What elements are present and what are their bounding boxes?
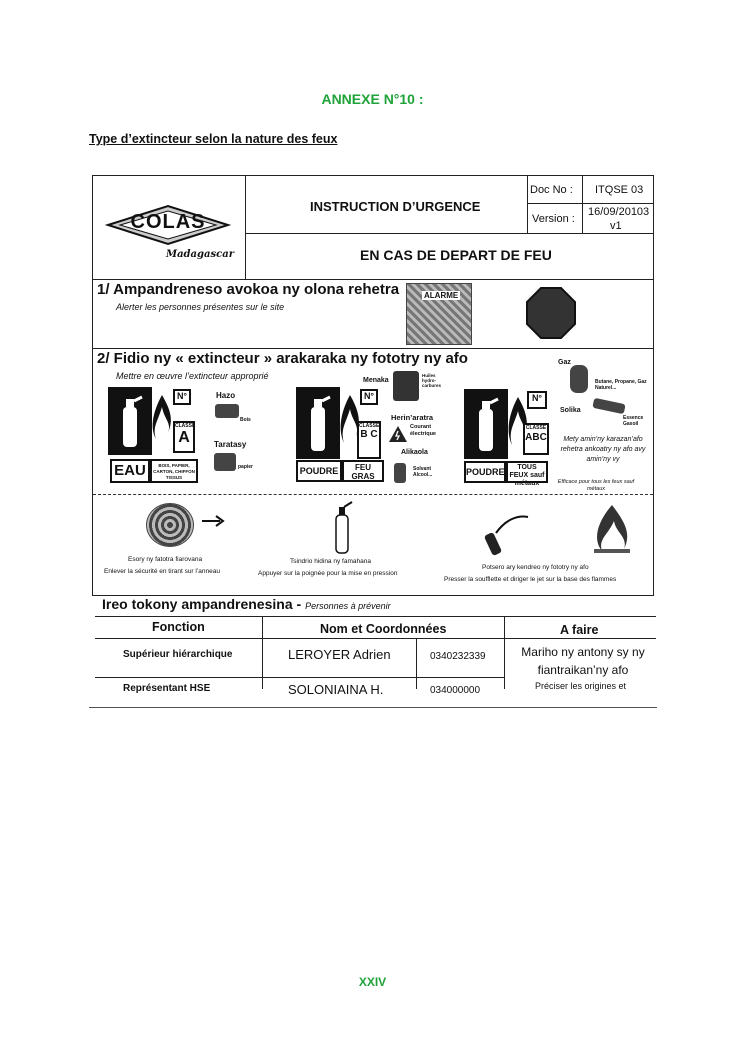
fuel-label: Hazo xyxy=(216,391,236,400)
section1-note: Alerter les personnes présentes sur le site xyxy=(116,302,285,312)
extinguisher-silhouette-icon xyxy=(116,395,144,449)
row-fonction: Représentant HSE xyxy=(123,683,211,694)
section1-heading-plain: 1/ Ampandreneso xyxy=(97,281,223,298)
agent-label: EAU xyxy=(110,459,150,483)
class-badge xyxy=(523,423,549,455)
class-label: CLASSE xyxy=(175,423,196,429)
row-tel: 0340232339 xyxy=(430,651,486,662)
step-text-fr: Appuyer sur la poignée pour la mise en pression xyxy=(258,570,398,577)
section3-rule xyxy=(95,616,656,617)
section3-heading-text: Ireo tokony ampandrenesina - xyxy=(102,596,302,612)
solvent-bottle-icon xyxy=(394,463,406,483)
step-text-fr: Enlever la sécurité en tirant sur l’anneau xyxy=(104,568,220,575)
fuel-sub: Bois xyxy=(240,417,251,423)
row-a-faire: Préciser les origines et xyxy=(535,681,627,691)
fuel-sub: Huiles hydro-carbures xyxy=(422,373,442,388)
class-value: A xyxy=(178,429,190,446)
section1-heading-bold: avokoa ny olona rehetra xyxy=(226,281,400,298)
logo-sub: Madagascar xyxy=(166,249,234,260)
pin-pull-icon xyxy=(146,503,194,547)
arrow-right-icon xyxy=(202,515,226,527)
version-date: 16/09/20103 xyxy=(588,206,650,218)
image-bottom-rule xyxy=(89,707,657,708)
table-header-rule xyxy=(95,638,656,639)
class-value: ABC xyxy=(525,432,547,443)
fuel-label: Taratasy xyxy=(214,440,247,449)
docinfo-hline xyxy=(527,203,654,204)
fuel-sub: Essence Gasoil xyxy=(623,415,644,427)
fuel-sub: Solvant Alcool... xyxy=(413,466,433,478)
header-hline xyxy=(245,233,654,234)
gas-bottle-icon xyxy=(570,365,588,393)
annex-title: ANNEXE N°10 : xyxy=(321,91,424,107)
emergency-instruction-sheet xyxy=(90,175,656,697)
row-nom: SOLONIAINA H. xyxy=(288,682,384,697)
fuel-label: Menaka xyxy=(363,377,389,384)
version-value: v1 xyxy=(610,220,622,232)
spray-nozzle-icon xyxy=(484,513,536,557)
abc-caption: Mety amin’ny karazan’afo rehetra ankoatry ny afo avy amin’ny vy xyxy=(560,436,646,463)
section3-heading xyxy=(102,596,391,612)
header-divider xyxy=(245,175,246,280)
table-header-nom: Nom et Coordonnées xyxy=(320,622,447,636)
doc-no-label: Doc No : xyxy=(530,184,573,196)
version-label: Version : xyxy=(532,213,575,225)
class-badge xyxy=(357,421,381,459)
fuel-label: Herin’aratra xyxy=(391,413,434,422)
table-col-divider xyxy=(262,616,263,689)
table-header-fonction: Fonction xyxy=(152,620,205,634)
section2-heading: 2/ Fidio ny « extincteur » arakaraka ny fototry ny afo xyxy=(97,350,468,367)
section2-note: Mettre en œuvre l’extincteur approprié xyxy=(116,371,269,381)
section3-heading-note: Personnes à prévenir xyxy=(305,601,391,611)
dashed-separator xyxy=(93,494,653,495)
paper-icon xyxy=(214,453,236,471)
number-badge: N° xyxy=(173,389,191,405)
step-text-mg: Potsero ary kendreo ny fototry ny afo xyxy=(482,564,589,571)
alarm-sign-text: ALARME xyxy=(424,291,459,300)
fuel-sub: Butane, Propane, Gaz Naturel... xyxy=(595,379,647,391)
extinguisher-silhouette-icon xyxy=(304,395,332,453)
flame-icon xyxy=(150,393,174,449)
number-badge: N° xyxy=(527,391,547,409)
electric-warning-icon xyxy=(388,425,408,443)
sheet-subtitle: EN CAS DE DEPART DE FEU xyxy=(360,247,552,263)
docinfo-vline xyxy=(582,175,583,233)
extinguisher-handle-icon xyxy=(330,501,354,555)
oil-drum-icon xyxy=(393,371,419,401)
fuel-label: Alikaola xyxy=(401,449,428,456)
flame-icon xyxy=(590,503,634,555)
agent-label: POUDRE xyxy=(464,461,506,483)
step-text-fr: Presser la soufflette et diriger le jet sur la base des flammes xyxy=(444,576,617,583)
agent-note: FEU GRAS xyxy=(342,460,384,482)
agent-note: TOUS FEUX sauf métaux xyxy=(506,461,548,483)
row-fonction: Supérieur hiérarchique xyxy=(123,649,233,660)
step-text-mg: Esory ny fatotra fiarovana xyxy=(128,556,203,563)
row-a-faire: Mariho ny antony sy ny fiantraikan’ny afo xyxy=(521,645,645,677)
table-row-rule xyxy=(95,677,505,678)
class-label: CLASSE xyxy=(525,425,547,431)
extinguisher-silhouette-icon xyxy=(472,397,500,453)
fuel-label: Solika xyxy=(560,407,581,414)
fuel-sub: Courant électrique xyxy=(410,424,436,437)
logo-word: COLAS xyxy=(130,211,206,233)
table-col-divider xyxy=(504,616,505,689)
fuel-label: Gaz xyxy=(558,359,571,366)
agent-note: BOIS, PAPIER, CARTON, CHIFFON TISSUS xyxy=(150,459,198,483)
row-tel: 034000000 xyxy=(430,685,481,696)
class-badge xyxy=(173,421,195,453)
table-header-a-faire: A faire xyxy=(560,623,599,637)
sheet-title: INSTRUCTION D’URGENCE xyxy=(310,199,481,214)
section1-heading xyxy=(97,281,399,298)
wood-icon xyxy=(215,404,239,418)
abc-caption-fr: Efficace pour tous les feux sauf métaux xyxy=(557,479,635,492)
row-nom: LEROYER Adrien xyxy=(288,647,391,662)
agent-label: POUDRE xyxy=(296,460,342,482)
step-text-mg: Tsindrio hidina ny famahana xyxy=(290,558,371,565)
section-subtitle: Type d’extincteur selon la nature des feux xyxy=(89,132,338,146)
class-value: B C xyxy=(360,429,378,440)
page-number: XXIV xyxy=(358,975,387,989)
doc-no-value: ITQSE 03 xyxy=(595,184,644,196)
number-badge: N° xyxy=(360,389,378,405)
class-label: CLASSE xyxy=(359,423,380,429)
fuel-sub: papier xyxy=(238,464,254,470)
table-col-divider xyxy=(416,638,417,689)
stop-sign-icon xyxy=(525,286,577,340)
